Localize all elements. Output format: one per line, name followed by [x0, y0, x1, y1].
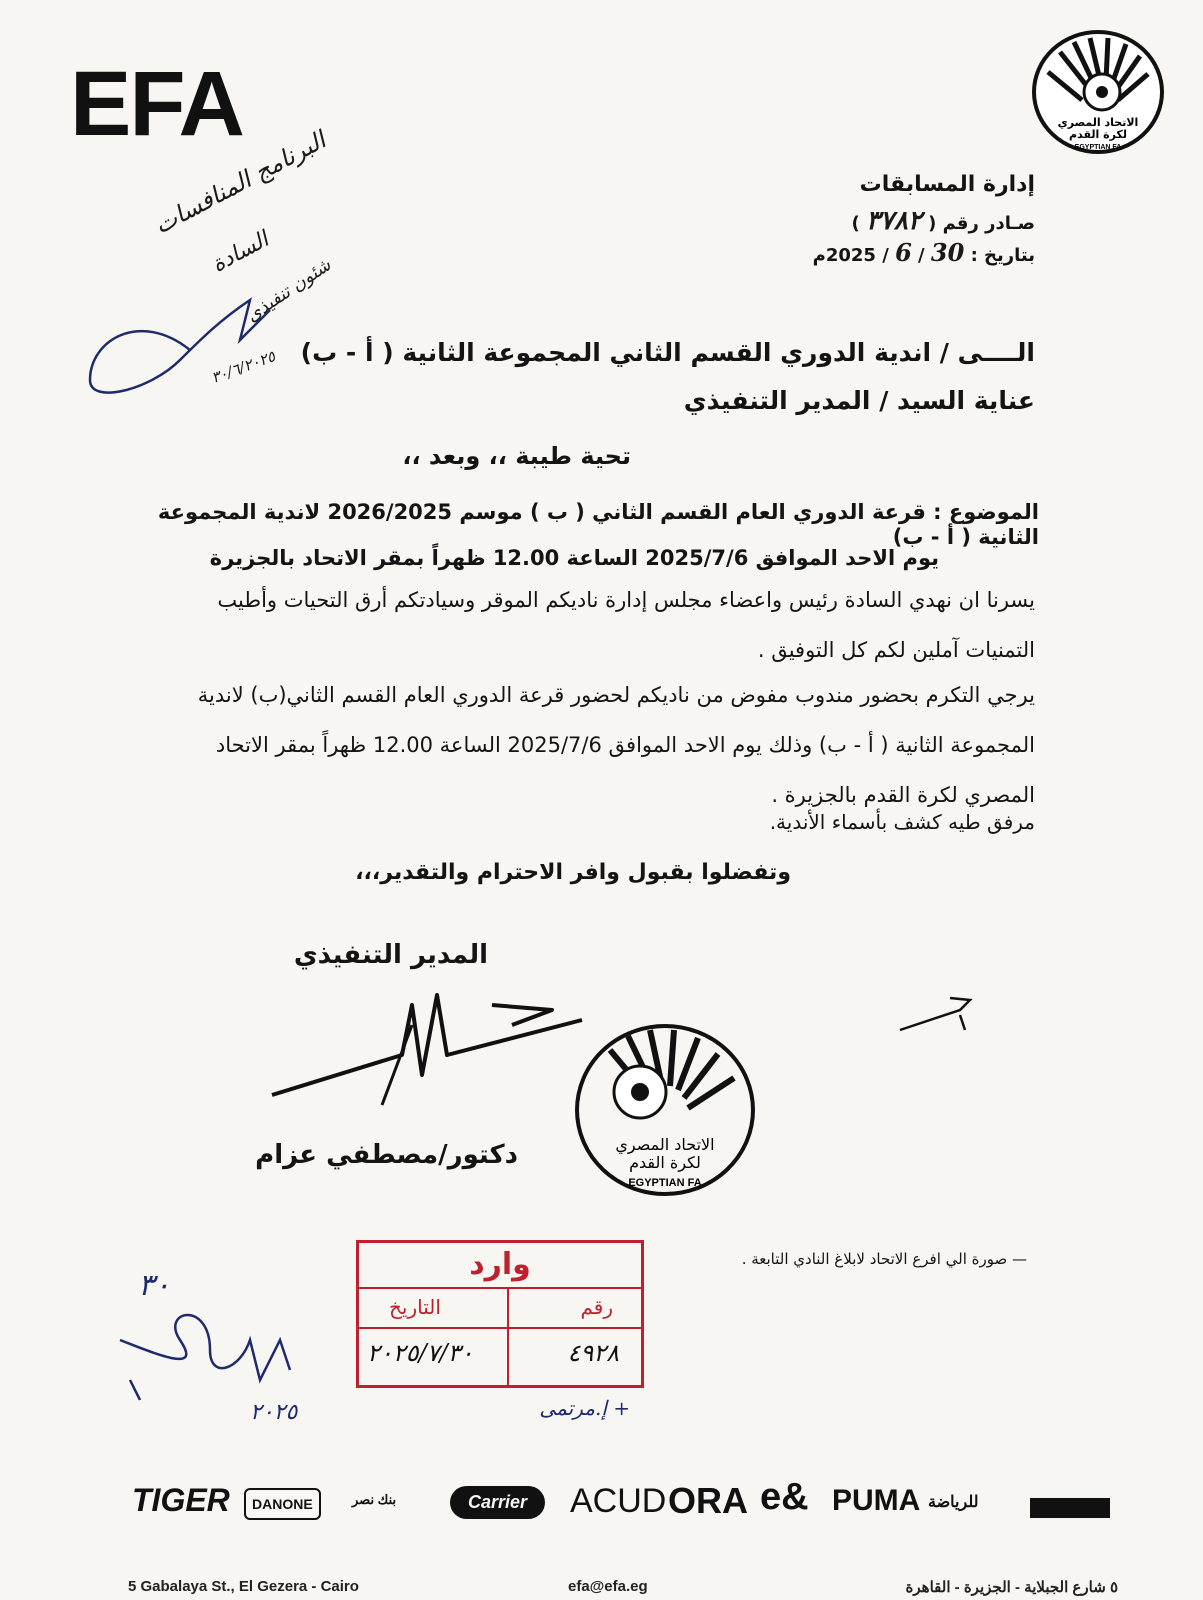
- sponsor-acud: ACUD: [570, 1482, 667, 1520]
- stamp-handwritten-note: + إ.مرتمى: [539, 1396, 630, 1420]
- signer-name: دكتور/مصطفي عزام: [255, 1140, 518, 1170]
- footer-address: 5 Gabalaya St., El Gezera - Cairo: [128, 1578, 359, 1595]
- emblem-text-en: EGYPTIAN FA: [1074, 144, 1122, 151]
- stamp-text-en: EGYPTIAN FA: [628, 1177, 702, 1189]
- sponsor-strip: [128, 1468, 1118, 1542]
- efa-emblem-icon: [1030, 28, 1166, 158]
- footer-website: efa@efa.eg: [568, 1578, 648, 1595]
- department-label: إدارة المسابقات: [859, 172, 1035, 197]
- stamp-ref-header: رقم: [580, 1295, 613, 1319]
- attention-line: عناية السيد / المدير التنفيذي: [683, 386, 1035, 415]
- sponsor-sports: للرياضة: [928, 1494, 979, 1511]
- footer-address-ar: ٥ شارع الجبلاية - الجزيرة - القاهرة: [905, 1579, 1118, 1596]
- subject-line: الموضوع : قرعة الدوري العام القسم الثاني ( ب ) موسم 2026/2025 لاندية المجموعة الثانية ( أ - ب): [157, 500, 1039, 550]
- emblem-text-ar-2: لكرة القدم: [1069, 128, 1127, 141]
- greeting: تحية طيبة ،، وبعد ،،: [402, 442, 631, 470]
- stamp-date-value: ٢٠٢٥/٧/٣٠: [367, 1339, 474, 1367]
- sponsor-puma: PUMA: [832, 1484, 921, 1517]
- cc-line: — صورة الي افرع الاتحاد لابلاغ النادي التابعة .: [741, 1250, 1027, 1268]
- sponsor-bank: بنك نصر: [352, 1492, 397, 1507]
- subject-line-2: يوم الاحد الموافق 2025/7/6 الساعة 12.00 ظهراً بمقر الاتحاد بالجزيرة: [209, 546, 939, 570]
- signer-title: المدير التنفيذي: [293, 940, 488, 970]
- attachment-note: مرفق طيه كشف بأسماء الأندية.: [769, 810, 1035, 834]
- sponsor-ora: ORA: [668, 1480, 748, 1521]
- stamp-ref-value: ٤٩٢٨: [567, 1339, 619, 1367]
- sponsor-danone: DANONE: [244, 1488, 321, 1520]
- date-label: بتاريخ :: [970, 245, 1035, 266]
- handwritten-line-3: شئون تنفيذي: [242, 254, 335, 327]
- date-month: 6: [895, 238, 912, 267]
- stamp-date-header: التاريخ: [389, 1295, 441, 1319]
- sponsor-carrier: Carrier: [450, 1486, 545, 1519]
- official-stamp-icon: [570, 1020, 760, 1200]
- ref-label: صـادر رقم: [942, 213, 1035, 234]
- handwritten-line-1: البرنامج المنافسات: [149, 125, 331, 240]
- emblem-text-ar-1: الاتحاد المصري: [1057, 116, 1139, 129]
- efa-logo: EFA: [70, 53, 243, 155]
- outgoing-ref: صـادر رقم ( ٣٧٨٢ ): [851, 206, 1035, 236]
- stamp-title: وارد: [469, 1247, 531, 1282]
- closing-line: وتفضلوا بقبول وافر الاحترام والتقدير،،،: [355, 860, 791, 885]
- director-signature-icon: [262, 985, 592, 1125]
- handwritten-number: ٣٠: [138, 1268, 171, 1303]
- initials-icon: [890, 990, 990, 1040]
- ref-number: ٣٧٨٢: [865, 206, 922, 236]
- body-paragraph-2: يرجي التكرم بحضور مندوب مفوض من ناديكم لحضور قرعة الدوري العام القسم الثاني(ب) لاندية المجموعة الثانية ( أ - ب) وذلك يوم الاحد الموافق 2025/7/6 الساعة 12.00 ظهراً بمقر الاتحاد المصري لكرة القدم بالجزيرة .: [197, 683, 1035, 807]
- addressee-line: الــــى / اندية الدوري القسم الثاني المجموعة الثانية ( أ - ب): [300, 338, 1035, 367]
- handwritten-note: [60, 125, 360, 410]
- bottom-signature-icon: [110, 1300, 310, 1410]
- footer: [128, 1578, 1118, 1600]
- handwritten-date: ٣٠/٦/٢٠٢٥: [208, 347, 278, 387]
- stamp-text-ar-2: لكرة القدم: [629, 1153, 701, 1172]
- issue-date: بتاريخ : 30 / 6 / 2025م: [812, 238, 1035, 267]
- handwritten-line-2: السادة: [207, 227, 273, 278]
- date-year: 2025م: [812, 245, 876, 266]
- body-paragraph-1: يسرنا ان نهدي السادة رئيس واعضاء مجلس إدارة ناديكم الموقر وسيادتكم أرق التحيات وأطيب التمنيات آملين لكم كل التوفيق .: [217, 588, 1035, 662]
- handwritten-signature-icon: [70, 280, 290, 410]
- sponsor-logo-black: [1030, 1498, 1110, 1518]
- sponsor-etisalat: e&: [760, 1476, 809, 1518]
- handwritten-year: ٢٠٢٥: [250, 1400, 298, 1425]
- sponsor-tiger: TIGER: [132, 1482, 230, 1518]
- incoming-stamp: [356, 1240, 644, 1388]
- date-day: 30: [930, 238, 965, 267]
- stamp-text-ar-1: الاتحاد المصري: [615, 1135, 715, 1154]
